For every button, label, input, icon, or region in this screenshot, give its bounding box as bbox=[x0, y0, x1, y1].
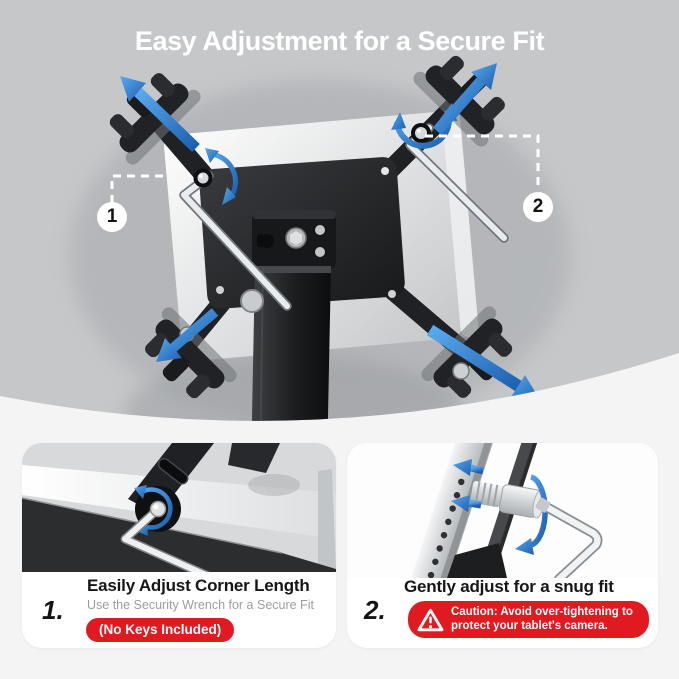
callout-1-number: 1 bbox=[106, 206, 118, 227]
step-2-photo bbox=[347, 443, 658, 578]
page-title: Easy Adjustment for a Secure Fit bbox=[134, 26, 545, 56]
warning-icon bbox=[417, 608, 444, 632]
step-1-title: Easily Adjust Corner Length bbox=[87, 576, 310, 595]
step-card-2 bbox=[347, 443, 658, 648]
step-card-1 bbox=[22, 443, 336, 648]
caution-banner bbox=[408, 601, 649, 638]
callout-2-number: 2 bbox=[532, 196, 544, 217]
callout-1-badge bbox=[97, 202, 127, 232]
step-2-title: Gently adjust for a snug fit bbox=[404, 577, 614, 596]
stand-pole bbox=[241, 266, 331, 466]
no-keys-badge: (No Keys Included) bbox=[86, 618, 234, 642]
step-2-number: 2. bbox=[364, 595, 386, 625]
callout-2-badge bbox=[523, 192, 553, 222]
caution-text: Caution: Avoid over-tightening to protect your tablet's camera. bbox=[451, 606, 633, 632]
center-bracket bbox=[252, 210, 336, 268]
step-1-number: 1. bbox=[42, 595, 64, 625]
step-1-photo bbox=[22, 443, 336, 572]
step-1-subtitle: Use the Security Wrench for a Secure Fit bbox=[87, 598, 314, 612]
